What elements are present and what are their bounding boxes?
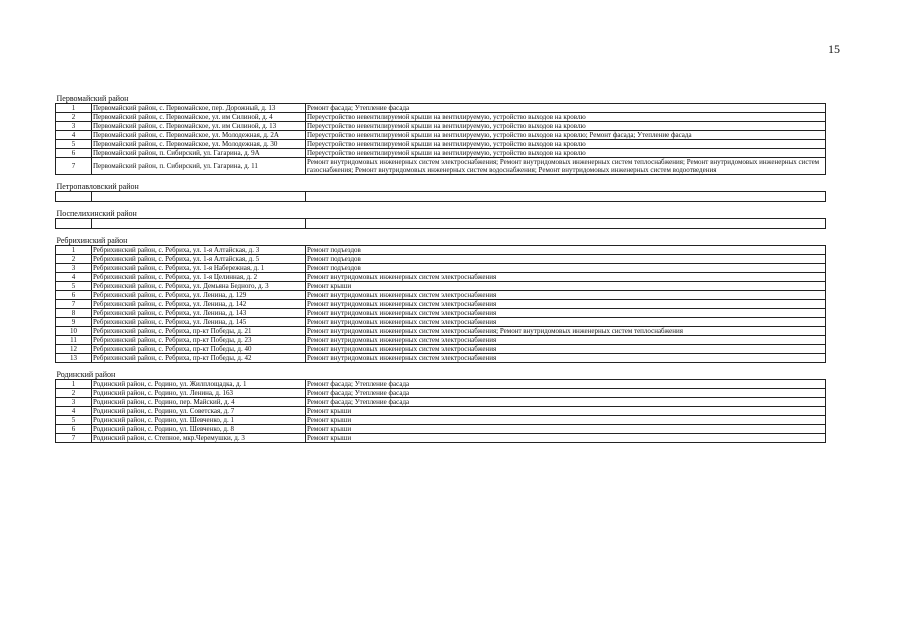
row-number: 6 <box>56 291 92 300</box>
empty-cell <box>56 192 92 202</box>
address-cell: Первомайский район, с. Первомайское, ул. Молодежная, д. 2А <box>92 131 306 140</box>
address-cell: Первомайский район, с. Первомайское, ул. им Силиной, д. 4 <box>92 113 306 122</box>
address-cell: Родинский район, с. Родино, пер. Майский, д. 4 <box>92 398 306 407</box>
works-cell: Ремонт фасада; Утепление фасада <box>306 389 826 398</box>
table-row <box>56 300 826 309</box>
table-row <box>56 434 826 443</box>
address-cell: Ребрихинский район, с. Ребриха, ул. Ленина, д. 143 <box>92 309 306 318</box>
table-row <box>56 113 826 122</box>
section-header <box>56 175 826 192</box>
works-cell: Переустройство невентилируемой крыши на вентилируемую, устройство выходов на кровлю <box>306 113 826 122</box>
address-cell: Родинский район, с. Родино, ул. Шевченко, д. 1 <box>92 416 306 425</box>
row-number: 9 <box>56 318 92 327</box>
table-row <box>56 380 826 389</box>
table-row <box>56 389 826 398</box>
address-cell: Ребрихинский район, с. Ребриха, ул. 1-я Целинная, д. 2 <box>92 273 306 282</box>
empty-cell <box>56 219 92 229</box>
row-number: 3 <box>56 398 92 407</box>
address-cell: Ребрихинский район, с. Ребриха, ул. 1-я Алтайская, д. 5 <box>92 255 306 264</box>
table-row <box>56 336 826 345</box>
row-number: 8 <box>56 309 92 318</box>
table-row <box>56 149 826 158</box>
row-number: 10 <box>56 327 92 336</box>
table-row <box>56 425 826 434</box>
address-cell: Ребрихинский район, с. Ребриха, пр-кт Победы, д. 40 <box>92 345 306 354</box>
page-number: 15 <box>828 42 840 56</box>
address-cell: Первомайский район, п. Сибирский, ул. Гагарина, д. 9А <box>92 149 306 158</box>
empty-cell <box>306 219 826 229</box>
works-cell: Ремонт внутридомовых инженерных систем электроснабжения; Ремонт внутридомовых инженерных систем теплоснабжения <box>306 327 826 336</box>
works-cell: Ремонт внутридомовых инженерных систем электроснабжения <box>306 318 826 327</box>
row-number: 2 <box>56 389 92 398</box>
table-row <box>56 345 826 354</box>
row-number: 13 <box>56 354 92 363</box>
row-number: 1 <box>56 380 92 389</box>
address-cell: Ребрихинский район, с. Ребриха, ул. 1-я Алтайская, д. 3 <box>92 246 306 255</box>
empty-row <box>56 192 826 202</box>
row-number: 7 <box>56 158 92 175</box>
works-cell: Ремонт крыши <box>306 416 826 425</box>
address-cell: Родинский район, с. Родино, ул. Советская, д. 7 <box>92 407 306 416</box>
table-body <box>56 95 826 443</box>
table-row <box>56 282 826 291</box>
district-title: Петропавловский район <box>56 175 826 192</box>
row-number: 4 <box>56 131 92 140</box>
repair-works-table <box>55 95 826 443</box>
works-cell: Ремонт внутридомовых инженерных систем электроснабжения; Ремонт внутридомовых инженерных систем теплоснабжения; Ремонт внутридомовых инженерных систем газоснабжения; Ремонт внутридомовых инженерных систем водоснабжения; Ремонт внутридомовых инженерных систем водоотведения <box>306 158 826 175</box>
district-title: Поспелихинский район <box>56 202 826 219</box>
district-title: Родинский район <box>56 363 826 380</box>
address-cell: Первомайский район, с. Первомайское, ул. Молодежная, д. 30 <box>92 140 306 149</box>
table-row <box>56 354 826 363</box>
works-cell: Переустройство невентилируемой крыши на вентилируемую, устройство выходов на кровлю <box>306 140 826 149</box>
row-number: 11 <box>56 336 92 345</box>
table-row <box>56 416 826 425</box>
table-row <box>56 255 826 264</box>
works-cell: Ремонт крыши <box>306 434 826 443</box>
table-row <box>56 104 826 113</box>
address-cell: Ребрихинский район, с. Ребриха, ул. Ленина, д. 129 <box>92 291 306 300</box>
table-row <box>56 264 826 273</box>
row-number: 4 <box>56 273 92 282</box>
row-number: 1 <box>56 246 92 255</box>
works-cell: Ремонт внутридомовых инженерных систем электроснабжения <box>306 309 826 318</box>
table-row <box>56 398 826 407</box>
works-cell: Ремонт фасада; Утепление фасада <box>306 398 826 407</box>
section-header <box>56 363 826 380</box>
empty-row <box>56 219 826 229</box>
works-cell: Ремонт фасада; Утепление фасада <box>306 380 826 389</box>
address-cell: Родинский район, с. Родино, ул. Жилплощадка, д. 1 <box>92 380 306 389</box>
works-cell: Ремонт внутридомовых инженерных систем электроснабжения <box>306 300 826 309</box>
table-row <box>56 291 826 300</box>
works-cell: Переустройство невентилируемой крыши на вентилируемую, устройство выходов на кровлю; Ремонт фасада; Утепление фасада <box>306 131 826 140</box>
works-cell: Ремонт крыши <box>306 425 826 434</box>
address-cell: Ребрихинский район, с. Ребриха, пр-кт Победы, д. 42 <box>92 354 306 363</box>
address-cell: Первомайский район, с. Первомайское, ул. им Силиной, д. 13 <box>92 122 306 131</box>
row-number: 1 <box>56 104 92 113</box>
works-cell: Переустройство невентилируемой крыши на вентилируемую, устройство выходов на кровлю <box>306 149 826 158</box>
table-row <box>56 318 826 327</box>
row-number: 6 <box>56 425 92 434</box>
table-row <box>56 122 826 131</box>
address-cell: Первомайский район, п. Сибирский, ул. Гагарина, д. 11 <box>92 158 306 175</box>
row-number: 3 <box>56 264 92 273</box>
row-number: 7 <box>56 300 92 309</box>
works-cell: Ремонт внутридомовых инженерных систем электроснабжения <box>306 291 826 300</box>
row-number: 7 <box>56 434 92 443</box>
district-title: Ребрихинский район <box>56 229 826 246</box>
address-cell: Родинский район, с. Родино, ул. Шевченко, д. 8 <box>92 425 306 434</box>
address-cell: Родинский район, с. Родино, ул. Ленина, д. 163 <box>92 389 306 398</box>
works-cell: Ремонт подъездов <box>306 246 826 255</box>
address-cell: Первомайский район, с. Первомайское, пер. Дорожный, д. 13 <box>92 104 306 113</box>
address-cell: Ребрихинский район, с. Ребриха, ул. Демьяна Бедного, д. 3 <box>92 282 306 291</box>
works-cell: Ремонт подъездов <box>306 255 826 264</box>
table-row <box>56 140 826 149</box>
address-cell: Родинский район, с. Степное, мкр.Черемушки, д. 3 <box>92 434 306 443</box>
works-cell: Ремонт крыши <box>306 407 826 416</box>
works-cell: Ремонт внутридомовых инженерных систем электроснабжения <box>306 345 826 354</box>
row-number: 5 <box>56 140 92 149</box>
district-title: Первомайский район <box>56 95 826 104</box>
table-row <box>56 246 826 255</box>
row-number: 2 <box>56 113 92 122</box>
row-number: 6 <box>56 149 92 158</box>
row-number: 3 <box>56 122 92 131</box>
empty-cell <box>92 219 306 229</box>
works-cell: Ремонт внутридомовых инженерных систем электроснабжения <box>306 273 826 282</box>
section-header <box>56 229 826 246</box>
table-row <box>56 407 826 416</box>
table-row <box>56 327 826 336</box>
works-cell: Ремонт внутридомовых инженерных систем электроснабжения <box>306 354 826 363</box>
works-cell: Ремонт внутридомовых инженерных систем электроснабжения <box>306 336 826 345</box>
empty-cell <box>92 192 306 202</box>
works-cell: Переустройство невентилируемой крыши на вентилируемую, устройство выходов на кровлю <box>306 122 826 131</box>
section-header <box>56 95 826 104</box>
table-row <box>56 273 826 282</box>
section-header <box>56 202 826 219</box>
row-number: 2 <box>56 255 92 264</box>
row-number: 5 <box>56 282 92 291</box>
row-number: 4 <box>56 407 92 416</box>
address-cell: Ребрихинский район, с. Ребриха, ул. 1-я Набережная, д. 1 <box>92 264 306 273</box>
document-table-container <box>55 95 825 443</box>
works-cell: Ремонт подъездов <box>306 264 826 273</box>
address-cell: Ребрихинский район, с. Ребриха, пр-кт Победы, д. 23 <box>92 336 306 345</box>
table-row <box>56 131 826 140</box>
works-cell: Ремонт фасада; Утепление фасада <box>306 104 826 113</box>
address-cell: Ребрихинский район, с. Ребриха, ул. Ленина, д. 142 <box>92 300 306 309</box>
row-number: 12 <box>56 345 92 354</box>
row-number: 5 <box>56 416 92 425</box>
address-cell: Ребрихинский район, с. Ребриха, пр-кт Победы, д. 21 <box>92 327 306 336</box>
table-row <box>56 309 826 318</box>
works-cell: Ремонт крыши <box>306 282 826 291</box>
address-cell: Ребрихинский район, с. Ребриха, ул. Ленина, д. 145 <box>92 318 306 327</box>
table-row <box>56 158 826 175</box>
empty-cell <box>306 192 826 202</box>
